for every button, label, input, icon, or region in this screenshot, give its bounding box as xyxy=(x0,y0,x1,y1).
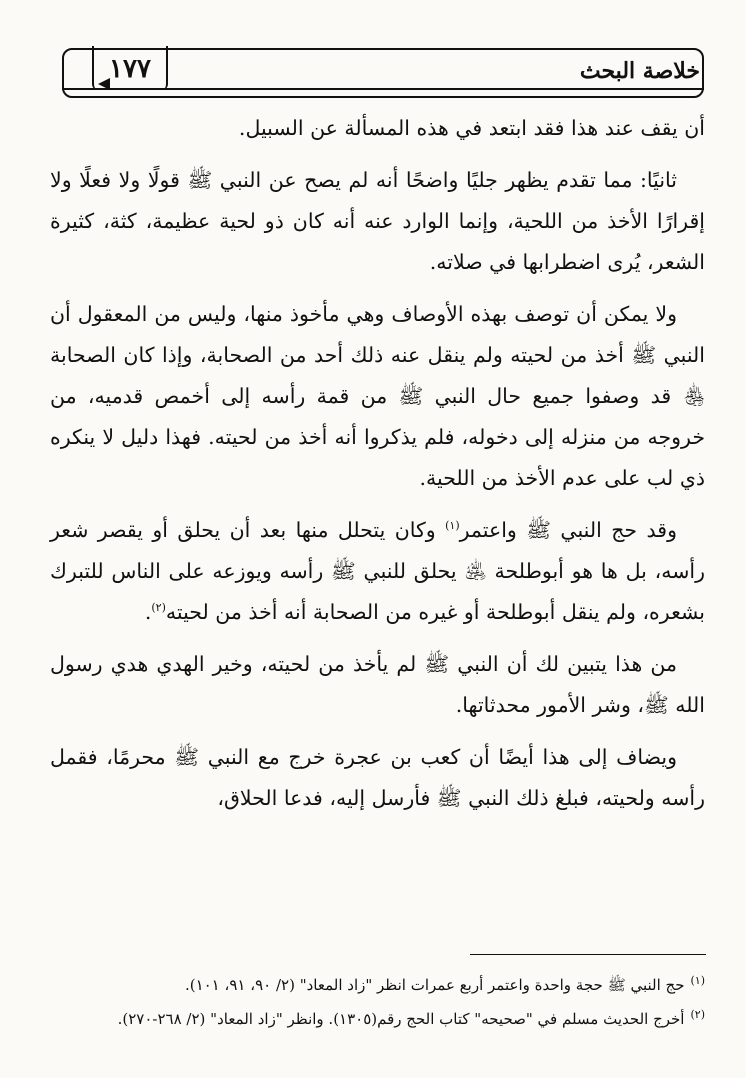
footnote-text: أخرج الحديث مسلم في "صحيحه" كتاب الحج رقم(١٣٠٥). وانظر "زاد المعاد" (٢/ ٢٦٨-٢٧٠). xyxy=(117,1010,685,1028)
footnote-rule xyxy=(470,954,706,955)
paragraph-2: ثانيًا: مما تقدم يظهر جليًا واضحًا أنه لم يصح عن النبي ﷺ قولًا ولا فعلًا ولا إقرارًا الأخذ من اللحية، وإنما الوارد عنه أنه كان ذو لحية عظيمة، كثة، كثيرة الشعر، يُرى اضطرابها في صلاته. xyxy=(50,168,705,274)
footnote-ref-2: (٢) xyxy=(151,601,166,615)
footnote-number: (٢) xyxy=(690,1008,705,1021)
paragraph-4-part-3: . xyxy=(144,600,152,624)
footnote-number: (١) xyxy=(690,974,705,987)
paragraph-6: ويضاف إلى هذا أيضًا أن كعب بن عجرة خرج مع النبي ﷺ محرمًا، فقمل رأسه ولحيته، فبلغ ذلك النبي ﷺ فأرسل إليه، فدعا الحلاق، xyxy=(50,745,705,810)
paragraph-4-part-1: وقد حج النبي ﷺ واعتمر xyxy=(459,518,677,542)
page-number: ١٧٧ xyxy=(109,54,151,84)
footnote-text: حج النبي ﷺ حجة واحدة واعتمر أربع عمرات انظر "زاد المعاد" (٢/ ٩٠، ٩١، ١٠١). xyxy=(184,976,685,994)
paragraph-1: أن يقف عند هذا فقد ابتعد في هذه المسألة عن السبيل. xyxy=(238,116,705,140)
page-corner-arrow-icon xyxy=(98,78,110,90)
footnotes xyxy=(50,966,705,1034)
body-text xyxy=(50,108,705,830)
paragraph-4 xyxy=(50,510,705,633)
footnote-1 xyxy=(50,966,705,1000)
paragraph-4-part-2: وكان يتحلل منها بعد أن يحلق أو يقصر شعر رأسه، بل ها هو أبوطلحة ﵁ يحلق للنبي ﷺ رأسه ويوزعه على الناس للتبرك بشعره، ولم ينقل أبوطلحة أو غيره من الصحابة أنه أخذ من لحيته xyxy=(50,518,705,624)
paragraph-3: ولا يمكن أن توصف بهذه الأوصاف وهي مأخوذ منها، وليس من المعقول أن النبي ﷺ أخذ من لحيته ولم ينقل عنه ذلك أحد من الصحابة، وإذا كان الصحابة ﵃ قد وصفوا جميع حال النبي ﷺ من قمة رأسه إلى أخمص قدميه، من خروجه من منزله إلى دخوله، فلم يذكروا أنه أخذ من لحيته. فهذا دليل لا ينكره ذي لب على عدم الأخذ من اللحية. xyxy=(50,302,705,490)
footnote-2 xyxy=(50,1000,705,1034)
running-title: خلاصة البحث xyxy=(579,58,700,84)
paragraph-5: من هذا يتبين لك أن النبي ﷺ لم يأخذ من لحيته، وخير الهدي هدي رسول الله ﷺ، وشر الأمور محدثاتها. xyxy=(50,652,705,717)
footnote-ref-1: (١) xyxy=(445,519,460,533)
